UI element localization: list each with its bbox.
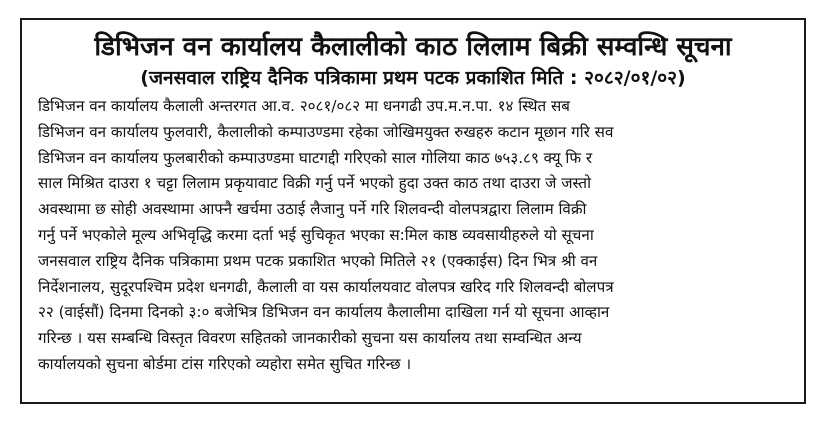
notice-body-line: साल मिश्रित दाउरा १ चट्टा लिलाम प्रकृयावाट विक्री गर्नु पर्ने भएको हुदा उक्त काठ तथा दाउरा जे जस्तो: [38, 174, 592, 193]
notice-body-line: कार्यालयको सुचना बोर्डमा टांस गरिएको व्यहोरा समेत सुचित गरिन्छ ।: [38, 354, 412, 373]
notice-subtitle: (जनसवाल राष्ट्रिय दैनिक पत्रिकामा प्रथम पटक प्रकाशित मिति : २०८२/०१/०२): [140, 67, 686, 89]
notice-body-line: गर्नु पर्ने भएकोले मूल्य अभिवृद्धि करमा दर्ता भई सुचिकृत भएका स:मिल काष्ठ व्यवसायीहरुले यो सूचना: [38, 225, 594, 244]
notice-box: [20, 18, 806, 404]
notice-body-line: निर्देशनालय, सुदूरपश्चिम प्रदेश धनगढी, कैलाली वा यस कार्यालयवाट वोलपत्र खरिद गरि शिलवन्दी बोलपत्र: [38, 277, 614, 296]
notice-body-line: जनसवाल राष्ट्रिय दैनिक पत्रिकामा प्रथम पटक प्रकाशित भएको मितिले २१ (एक्काईस) दिन भित्र श्री वन: [38, 251, 598, 270]
notice-body-line: डिभिजन वन कार्यालय कैलाली अन्तरगत आ.व. २०८१/०८२ मा धनगढी उप.म.न.पा. १४ स्थित सब: [38, 97, 570, 115]
notice-body-line: २२ (वाईसौं) दिनमा दिनको ३:० बजेभित्र डिभिजन वन कार्यालय कैलालीमा दाखिला गर्न यो सूचना आव्हान: [38, 303, 610, 322]
notice-body-line: अवस्थामा छ सोही अवस्थामा आफ्नै खर्चमा उठाई लैजानु पर्ने गरि शिलवन्दी वोलपत्रद्वारा लिलाम विक्री: [38, 200, 587, 219]
notice-body: [38, 94, 788, 378]
notice-body-line: डिभिजन वन कार्यालय फुलबारीको कम्पाउण्डमा घाटगद्दी गरिएको साल गोलिया काठ ७५३.८९ क्यू फि र: [38, 148, 593, 167]
notice-body-line: गरिन्छ । यस सम्बन्धि विस्तृत विवरण सहितको जानकारीको सुचना यस कार्यालय तथा सम्वन्धित अन्य: [38, 329, 582, 348]
notice-body-line: डिभिजन वन कार्यालय फुलवारी, कैलालीको कम्पाउण्डमा रहेका जोखिमयुक्त रुखहरु कटान मूछान गरि सव: [38, 122, 614, 141]
notice-title: डिभिजन वन कार्यालय कैलालीको काठ लिलाम बिक्री सम्वन्धि सूचना: [94, 32, 732, 62]
